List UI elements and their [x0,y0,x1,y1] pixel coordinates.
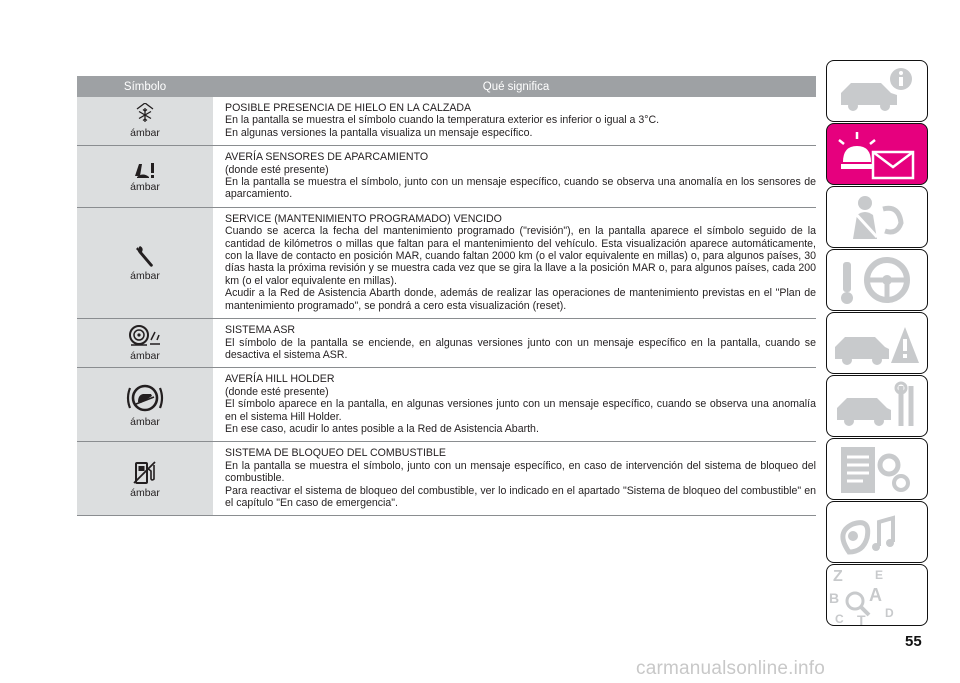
snowflake-warning-icon [134,103,156,125]
car-info-icon [827,61,928,122]
row-title: SISTEMA DE BLOQUEO DEL COMBUSTIBLE [225,447,446,460]
row-title: SISTEMA ASR [225,324,296,337]
description-line: El símbolo aparece en la pantalla, en algunas versiones junto con un mensaje específico, cuando se observa una anomalía en el sistema Hill Holder. [225,398,816,423]
color-label: ámbar [130,127,160,140]
index-letter: Z [833,568,843,585]
color-label: ámbar [130,415,160,428]
color-label: ámbar [130,180,160,193]
symbol-cell [77,97,213,145]
asr-icon [128,324,162,348]
multimedia-icon [827,502,928,563]
index-letter: B [829,590,840,606]
description-cell [213,442,816,515]
table-row [77,368,816,442]
tab-starting-driving[interactable] [826,249,928,311]
warning-symbols-table [77,76,816,516]
page-number: 55 [905,633,922,650]
header-meaning: Qué significa [482,80,550,93]
table-row [77,442,816,516]
header-symbol: Símbolo [123,80,167,93]
tab-technical-data[interactable] [826,438,928,500]
description-line: El símbolo de la pantalla se enciende, en algunas versiones junto con un mensaje específico en la pantalla, cuando se desactiva el sistema ASR. [225,336,816,361]
index-letter: T [857,612,866,626]
table-row [77,146,816,208]
table-header [77,76,816,97]
index-letter: E [875,568,884,582]
color-label: ámbar [130,486,160,499]
symbol-cell [77,442,213,515]
description-cell [213,97,816,145]
index-letter: A [869,585,882,605]
description-cell [213,319,816,367]
table-row [77,208,816,319]
car-maintenance-icon [827,376,928,437]
symbol-cell [77,208,213,318]
tab-car-info[interactable] [826,60,928,122]
table-row [77,97,816,146]
description-line: (donde esté presente) [225,163,329,176]
description-line: En ese caso, acudir lo antes posible a la Red de Asistencia Abarth. [225,422,539,435]
table-row [77,319,816,368]
technical-data-icon [827,439,928,500]
tab-warning-lights[interactable] [826,123,928,185]
tab-safety[interactable] [826,186,928,248]
index-letter: C [835,612,844,626]
symbol-cell [77,368,213,441]
key-steering-wheel-icon [827,250,928,311]
description-line: En la pantalla se muestra el símbolo, junto con un mensaje específico, en caso de intervención del sistema de bloqueo del combustible. [225,459,816,485]
description-line: En algunas versiones la pantalla visualiza un mensaje específico. [225,126,533,139]
warning-light-message-icon [827,124,928,185]
tab-multimedia[interactable] [826,501,928,563]
description-line: Cuando se acerca la fecha del mantenimiento programado ("revisión"), en la pantalla aparece el símbolo seguido de la cantidad de kilómetros o millas que faltan para el mantenimiento del vehículo. Esta visualización aparece automáticamente, con la llave de contacto en posición MAR, cuando faltan 2000 km (o el valor equivalente en millas) o, para algunos países, 30 días hasta la próxima revisión y se muestra cada vez que se gira la llave a la posición MAR o, para algunos países, cada 200 km (o el valor equivalente en millas). [225,225,816,287]
row-title: SERVICE (MANTENIMIENTO PROGRAMADO) VENCIDO [225,212,502,225]
color-label: ámbar [130,350,160,363]
description-line: En la pantalla se muestra el símbolo cuando la temperatura exterior es inferior o igual a 3°C. [225,114,660,127]
color-label: ámbar [130,269,160,282]
tab-maintenance[interactable] [826,375,928,437]
fuel-cutoff-icon [133,459,157,485]
description-line: Acudir a la Red de Asistencia Abarth donde, además de realizar las operaciones de mantenimiento previstas en el "Plan de mantenimiento programado", se pondrá a cero esta visualización (reset). [225,287,816,312]
description-cell [213,146,816,207]
car-emergency-icon [827,313,928,374]
watermark: carmanualsonline.info [636,658,826,679]
description-line: En la pantalla se muestra el símbolo, junto con un mensaje específico, cuando se observa una anomalía en los sensores de aparcamiento. [225,176,816,201]
alphabetical-index-icon [827,565,928,626]
description-line: (donde esté presente) [225,385,329,398]
wrench-icon [135,244,155,268]
index-letter: D [885,606,894,620]
description-line: Para reactivar el sistema de bloqueo del combustible, ver lo indicado en el apartado "Sistema de bloqueo del combustible" en el capítulo "En caso de emergencia". [225,484,816,509]
hill-holder-icon [126,382,164,414]
symbol-cell [77,319,213,367]
parking-sensor-fault-icon [133,161,157,179]
symbol-cell [77,146,213,207]
row-title: AVERÍA SENSORES DE APARCAMIENTO [225,151,429,164]
row-title: AVERÍA HILL HOLDER [225,373,335,386]
tab-emergency[interactable] [826,312,928,374]
seatbelt-airbag-icon [827,187,928,248]
description-cell [213,368,816,441]
row-title: POSIBLE PRESENCIA DE HIELO EN LA CALZADA [225,102,472,114]
tab-index[interactable] [826,564,928,626]
description-cell [213,208,816,318]
